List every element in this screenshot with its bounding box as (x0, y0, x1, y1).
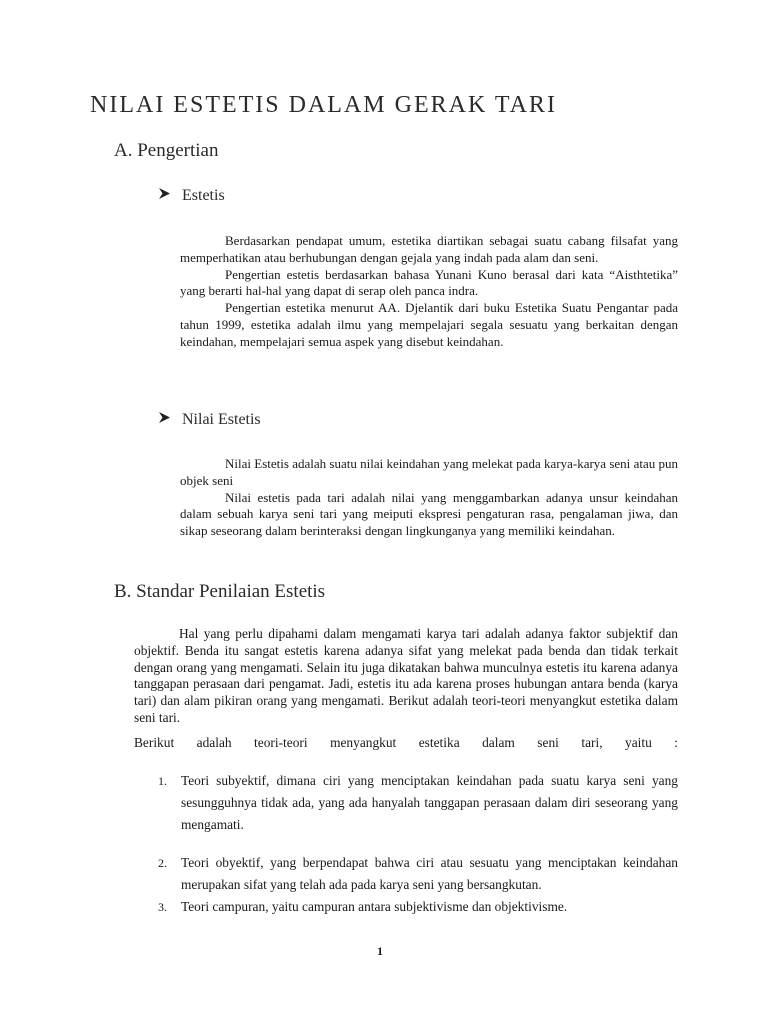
subsection-nilai-estetis-heading (158, 411, 261, 429)
list-number: 3. (158, 900, 167, 914)
list-text: Teori subyektif, dimana ciri yang menciptakan keindahan pada suatu karya seni yang sesungguhnya tidak ada, yang ada hanyalah tanggapan perasaan dalam diri seseorang yang mengamati. (181, 773, 678, 832)
nilai-estetis-paragraphs (180, 456, 678, 540)
list-text: Teori obyektif, yang berpendapat bahwa ciri atau sesuatu yang menciptakan keindahan merupakan sifat yang telah ada pada karya seni yang bersangkutan. (181, 855, 678, 892)
arrow-bullet-icon (158, 187, 172, 205)
list-item (158, 770, 678, 836)
section-b-lead: Berikut adalah teori-teori menyangkut estetika dalam seni tari, yaitu : (134, 735, 678, 750)
list-item (158, 852, 678, 896)
section-b-paragraph: Hal yang perlu dipahami dalam mengamati karya tari adalah adanya faktor subjektif dan objektif. Benda itu sangat estetis karena adanya sifat yang melekat pada benda dan tidak terkait dengan orang yang mengamati. Selain itu juga dikatakan bahwa munculnya estetis itu karena adanya tanggapan perasaan dari pengamat. Jadi, estetis itu ada karena proses hubungan antara benda (karya tari) dan alam pikiran orang yang mengamati. Berikut adalah teori-teori menyangkut estetika dalam seni tari. (134, 626, 678, 725)
subsection-estetis-label: Estetis (182, 187, 225, 204)
subsection-nilai-estetis-label: Nilai Estetis (182, 411, 261, 428)
paragraph: Nilai estetis pada tari adalah nilai yang menggambarkan adanya unsur keindahan dalam sebuah karya seni tari yang meiputi ekspresi pengaturan rasa, pengalaman jiwa, dan sikap seseorang dalam berinteraksi dengan lingkunganya yang memiliki keindahan. (180, 489, 678, 539)
subsection-estetis-heading (158, 187, 225, 205)
estetis-paragraphs (180, 233, 678, 351)
list-text: Teori campuran, yaitu campuran antara subjektivisme dan objektivisme. (181, 899, 568, 914)
arrow-bullet-icon (158, 411, 172, 429)
section-b-heading: B. Standar Penilaian Estetis (114, 581, 326, 602)
list-number: 1. (158, 774, 167, 788)
section-a-heading: A. Pengertian (114, 140, 219, 161)
paragraph: Pengertian estetis berdasarkan bahasa Yunani Kuno berasal dari kata “Aisthtetika” yang berarti hal-hal yang dapat di serap oleh panca indra. (180, 266, 678, 299)
page-title: NILAI ESTETIS DALAM GERAK TARI (90, 92, 557, 118)
page-number: 1 (377, 944, 383, 958)
paragraph: Pengertian estetika menurut AA. Djelantik dari buku Estetika Suatu Pengantar pada tahun 1999, estetika adalah ilmu yang mempelajari segala sesuatu yang berkaitan dengan keindahan, mempelajari semua aspek yang disebut keindahan. (180, 300, 678, 349)
paragraph: Berdasarkan pendapat umum, estetika diartikan sebagai suatu cabang filsafat yang memperhatikan atau berhubungan dengan gejala yang indah pada alam dan seni. (180, 233, 678, 265)
paragraph: Nilai Estetis adalah suatu nilai keindahan yang melekat pada karya-karya seni atau pun objek seni (180, 456, 678, 488)
list-number: 2. (158, 856, 167, 870)
list-item (158, 896, 678, 918)
